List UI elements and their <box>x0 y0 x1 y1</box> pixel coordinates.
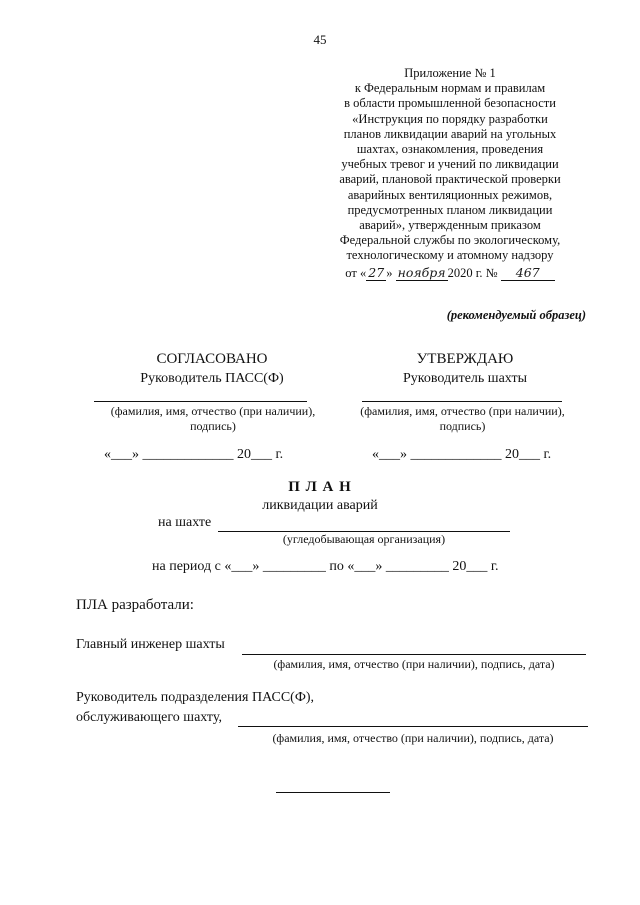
agreed-title: СОГЛАСОВАНО <box>156 351 268 367</box>
approved-date-line: «___» _____________ 20___ г. <box>372 447 552 462</box>
appendix-line: Федеральной службы по экологическому, <box>339 233 561 248</box>
chief-engineer-line <box>242 654 586 655</box>
pass-head-line <box>238 726 588 727</box>
page-number: 45 <box>313 32 327 47</box>
pass-head-caption: (фамилия, имя, отчество (при наличии), подпись, дата) <box>272 731 554 745</box>
agreed-subtitle: Руководитель ПАСС(Ф) <box>140 371 284 386</box>
agreed-block <box>92 350 332 388</box>
agreed-signature-line <box>94 401 307 402</box>
appendix-line: учебных тревог и учений по ликвидации <box>341 157 559 172</box>
appendix-line: шахтах, ознакомления, проведения <box>356 142 544 157</box>
approved-caption: (фамилия, имя, отчество (при наличии), подпись) <box>360 404 565 433</box>
handwritten-month: ноября <box>396 265 448 281</box>
mine-label: на шахте <box>158 515 212 530</box>
pass-head-label-2: обслуживающего шахту, <box>76 710 222 725</box>
approved-subtitle: Руководитель шахты <box>403 371 527 386</box>
chief-engineer-caption: (фамилия, имя, отчество (при наличии), подпись, дата) <box>273 657 555 671</box>
recommended-sample-note: (рекомендуемый образец) <box>446 308 586 322</box>
plan-subtitle: ликвидации аварий <box>262 498 378 513</box>
agreed-date-line: «___» _____________ 20___ г. <box>104 447 284 462</box>
handwritten-order-number: 467 <box>501 265 555 281</box>
appendix-line: к Федеральным нормам и правилам <box>354 81 546 96</box>
developers-heading: ПЛА разработали: <box>76 597 194 613</box>
appendix-line: Приложение № 1 <box>404 66 496 80</box>
handwritten-day: 27 <box>366 265 386 281</box>
mine-caption: (угледобывающая организация) <box>282 532 446 546</box>
approved-title: УТВЕРЖДАЮ <box>416 351 514 367</box>
chief-engineer-label: Главный инженер шахты <box>76 637 225 652</box>
appendix-line: технологическому и атомному надзору <box>346 248 554 263</box>
approved-block <box>345 350 585 388</box>
plan-title: П Л А Н <box>288 479 352 495</box>
order-date-line: от « 27 » ноября 2020 г. № 467 <box>330 265 570 281</box>
appendix-line: планов ликвидации аварий на угольных <box>343 126 557 141</box>
appendix-line: «Инструкция по порядку разработки <box>352 111 548 126</box>
appendix-line: в области промышленной безопасности <box>344 96 556 111</box>
agreed-caption: (фамилия, имя, отчество (при наличии), подпись) <box>110 404 316 433</box>
appendix-line: аварий», утвержденным приказом <box>359 218 541 233</box>
plan-period-line: на период с «___» _________ по «___» _________ 20___ г. <box>152 559 499 574</box>
appendix-block <box>330 66 570 281</box>
end-divider <box>276 792 390 793</box>
appendix-line: предусмотренных планом ликвидации <box>347 202 553 217</box>
approved-signature-line <box>362 401 562 402</box>
appendix-line: аварийных вентиляционных режимов, <box>347 187 553 202</box>
appendix-line: аварий, плановой практической проверки <box>339 172 561 187</box>
pass-head-label-1: Руководитель подразделения ПАСС(Ф), <box>76 690 315 705</box>
